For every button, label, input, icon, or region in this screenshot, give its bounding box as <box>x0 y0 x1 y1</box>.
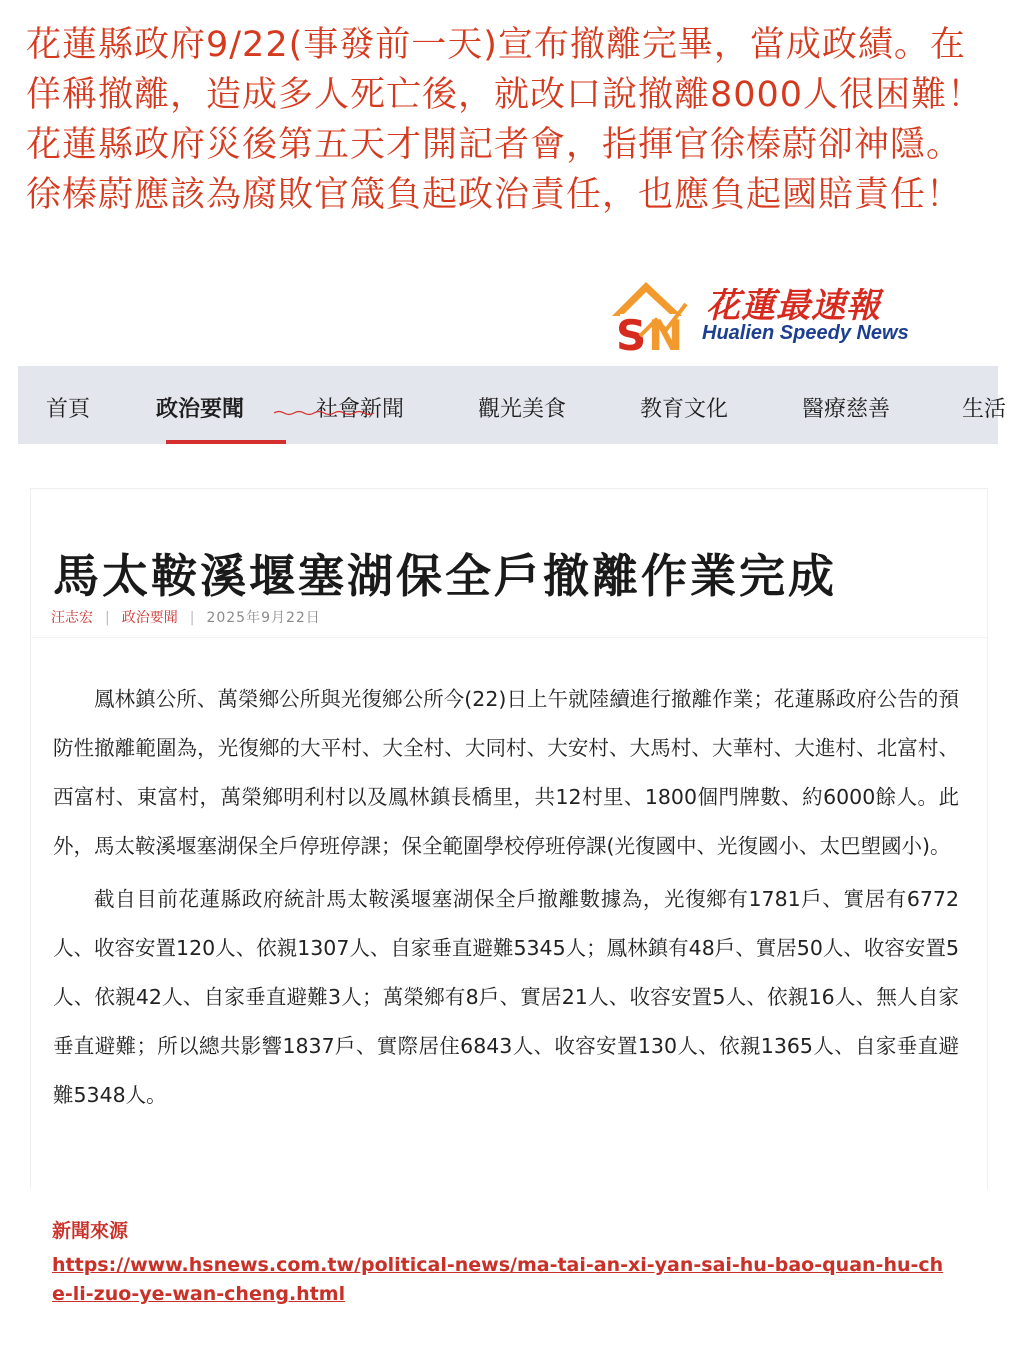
sn-logo-icon <box>606 276 696 360</box>
logo-chinese-name: 花蓮最速報 <box>706 286 881 326</box>
nav-item-society[interactable]: 社會新聞 <box>316 397 405 422</box>
article-paragraph: 鳳林鎮公所、萬榮鄉公所與光復鄉公所今(22)日上午就陸續進行撤離作業；花蓮縣政府公告的預防性撤離範圍為，光復鄉的大平村、大全村、大同村、大安村、大馬村、大華村、大進村、北富村、西富村、東富村，萬榮鄉明利村以及鳳林鎮長橋里，共12村里、1800個門牌數、約6000餘人。此外，馬太鞍溪堰塞湖保全戶停班停課；保全範圍學校停班停課(光復國中、光復國小、太巴塱國小)。 <box>53 687 959 858</box>
nav-active-indicator <box>166 440 286 444</box>
article-body <box>53 675 959 1124</box>
nav-item-politics[interactable]: 政治要聞 <box>156 397 245 422</box>
site-logo[interactable] <box>606 276 926 360</box>
nav-item-home[interactable]: 首頁 <box>46 397 91 422</box>
nav-item-medical[interactable]: 醫療慈善 <box>802 397 891 422</box>
article-meta <box>51 607 321 627</box>
source-link[interactable]: https://www.hsnews.com.tw/political-news/ma-tai-an-xi-yan-sai-hu-bao-quan-hu-che-li-zuo-ye-wan-cheng.html <box>52 1254 944 1305</box>
nav-item-tourism[interactable]: 觀光美食 <box>478 397 567 422</box>
meta-separator: | <box>105 610 110 626</box>
svg-text:S: S <box>616 311 647 360</box>
annotation-paragraph-2: 花蓮縣政府災後第五天才開記者會，指揮官徐榛蔚卻神隱。徐榛蔚應該為腐敗官箴負起政治責任，也應負起國賠責任！ <box>26 125 963 215</box>
divider <box>31 637 987 638</box>
news-source <box>52 1216 972 1309</box>
nav-item-life[interactable]: 生活 <box>962 397 1007 422</box>
nav-item-education[interactable]: 教育文化 <box>640 397 729 422</box>
article-category[interactable]: 政治要聞 <box>121 610 178 626</box>
article-date: 2025年9月22日 <box>206 610 321 626</box>
source-label: 新聞來源 <box>52 1220 129 1242</box>
hover-underline-squiggle <box>274 410 374 416</box>
article-author[interactable]: 汪志宏 <box>51 610 93 626</box>
main-nav <box>18 366 1007 444</box>
meta-separator: | <box>189 610 195 626</box>
article-title: 馬太鞍溪堰塞湖保全戶撤離作業完成 <box>53 548 837 603</box>
svg-text:N: N <box>648 311 684 360</box>
article-paragraph: 截自目前花蓮縣政府統計馬太鞍溪堰塞湖保全戶撤離數據為，光復鄉有1781戶、實居有6772人、收容安置120人、依親1307人、自家垂直避難5345人；鳳林鎮有48戶、實居50人、收容安置5人、依親42人、自家垂直避難3人；萬榮鄉有8戶、實居21人、收容安置5人、依親16人、無人自家垂直避難；所以總共影響1837戶、實際居住6843人、收容安置130人、依親1365人、自家垂直避難5348人。 <box>53 887 959 1107</box>
logo-english-name: Hualien Speedy News <box>702 322 909 344</box>
annotation-paragraph-1: 花蓮縣政府9/22(事發前一天)宣布撤離完畢，當成政績。在佯稱撤離，造成多人死亡後，就改口說撤離8000人很困難！ <box>26 25 984 115</box>
annotation-headline <box>26 20 996 220</box>
article-card <box>30 488 988 1189</box>
